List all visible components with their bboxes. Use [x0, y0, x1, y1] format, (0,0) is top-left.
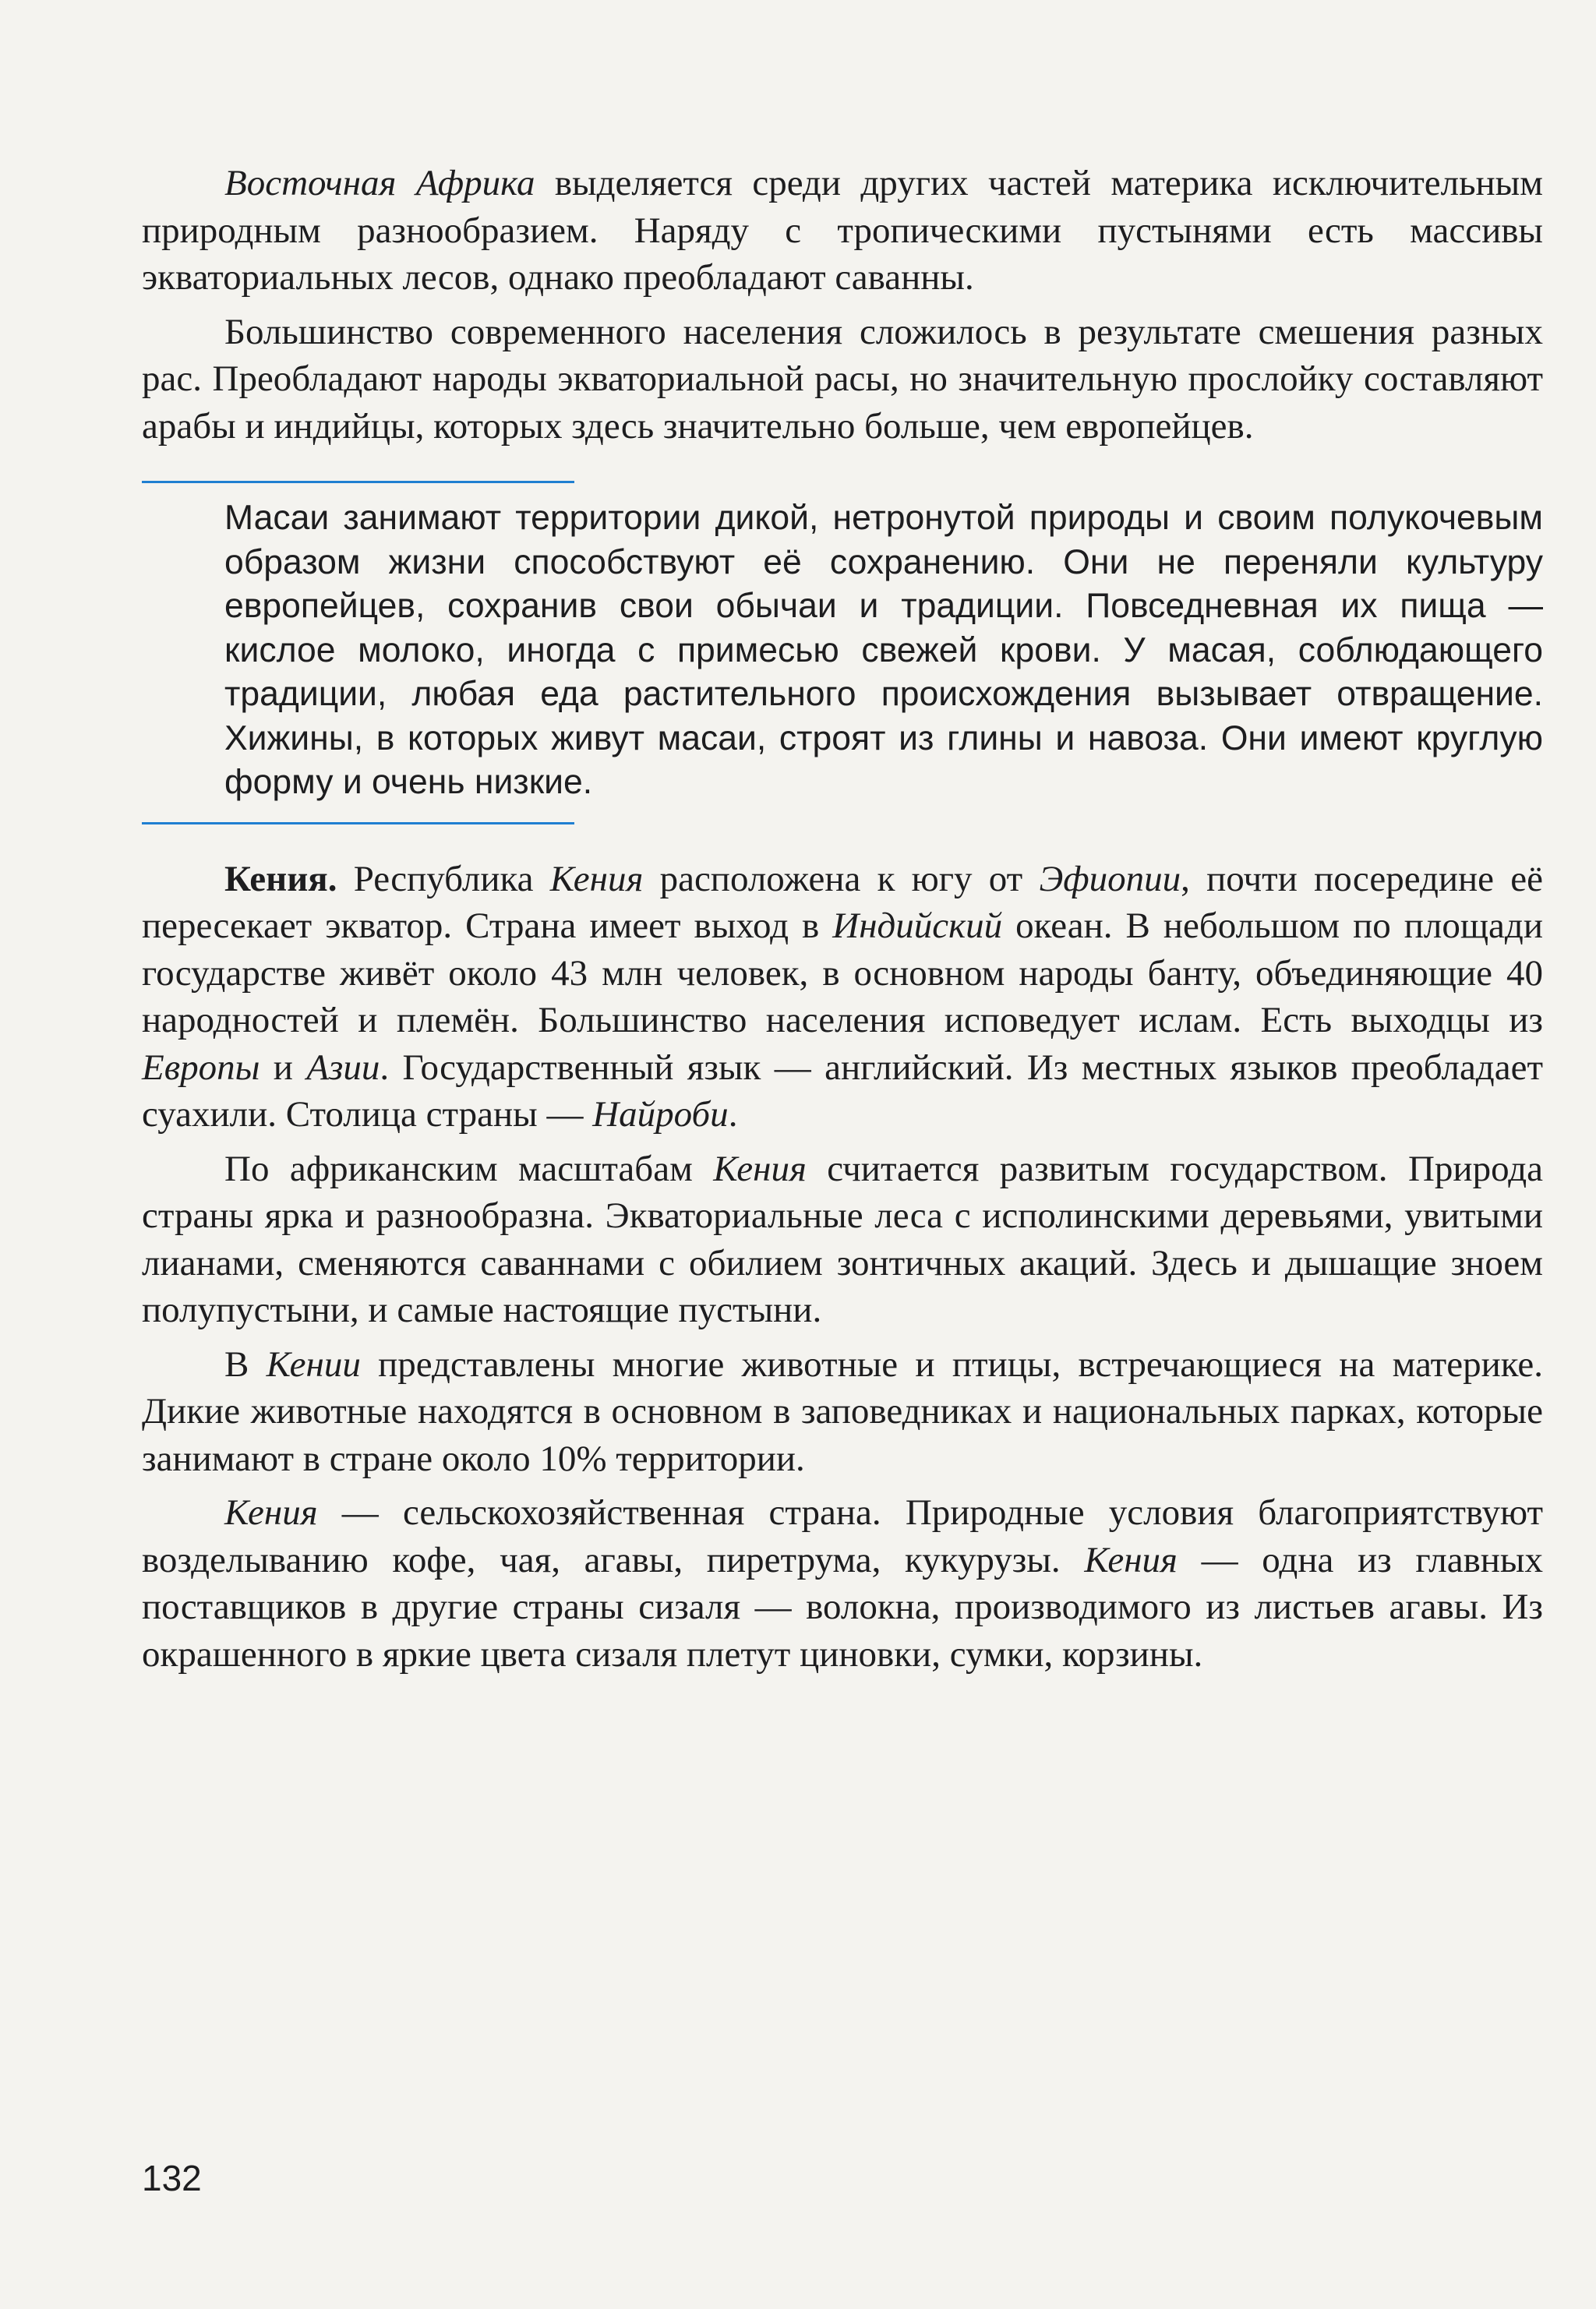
- text-run: , почти посередине её пересекает экватор. Страна имеет выход в: [142, 858, 1543, 946]
- text-run: — сельскохозяйственная страна. Природные условия благоприятствуют возделыванию кофе, чая, агавы, пиретрума, кукурузы.: [142, 1492, 1543, 1580]
- text-run: считается развитым государством. Природа страны ярка и разнообразна. Экваториальные леса с исполинскими деревьями, увитыми лианами, сменяются саваннами с обилием зонтичных акаций. Здесь и дышащие зноем полупустыни, и самые настоящие пустыни.: [142, 1148, 1543, 1330]
- italic-term: Азии: [306, 1047, 380, 1088]
- text-run: океан. В небольшом по площади государстве живёт около 43 млн человек, в основном народы банту, объединяющие 40 народностей и племён. Большинство населения исповедует ислам. Есть выходцы из: [142, 906, 1543, 1040]
- page-content: [142, 160, 1543, 1678]
- italic-term: Кении: [266, 1343, 361, 1385]
- italic-term: Кения: [549, 858, 644, 899]
- italic-term: Эфиопии: [1039, 858, 1181, 899]
- paragraph-kenya-intro: [142, 856, 1543, 1139]
- text-run: . Государственный язык — английский. Из местных языков преобладает суахили. Столица страны —: [142, 1047, 1543, 1135]
- paragraph-population: [142, 309, 1543, 450]
- text-run: и: [260, 1047, 307, 1088]
- italic-term: Индийский: [832, 906, 1003, 946]
- text-run: По африканским масштабам: [224, 1148, 714, 1189]
- text-run: представлены многие животные и птицы, встречающиеся на материке. Дикие животные находятся в основном в заповедниках и национальных парках, которые занимают в стране около 10% территории.: [142, 1343, 1543, 1479]
- italic-term: Кения: [1084, 1539, 1178, 1580]
- italic-term: Европы: [142, 1047, 260, 1088]
- masai-inset-block: [142, 481, 1543, 824]
- page-number: 132: [142, 2158, 202, 2198]
- text-run: .: [728, 1094, 738, 1135]
- text-run: В: [224, 1343, 267, 1385]
- text-run: Большинство современного населения сложилось в результате смешения разных рас. Преобладают народы экваториальной расы, но значительную прослойку составляют арабы и индийцы, которых здесь значительно больше, чем европейцев.: [142, 311, 1543, 447]
- text-run: выделяется среди других частей материка исключительным природным разнообразием. Наряду с тропическими пустынями есть массивы экваториальных лесов, однако преобладают саванны.: [142, 163, 1544, 298]
- paragraph-kenya-agriculture: [142, 1489, 1543, 1678]
- inset-bottom-rule: [142, 822, 574, 824]
- paragraph-east-africa: [142, 160, 1543, 302]
- italic-term: Найроби: [592, 1094, 729, 1135]
- italic-term: Восточная Африка: [224, 163, 535, 203]
- text-run: — одна из главных поставщиков в другие страны сизаля — волокна, производимого из листьев агавы. Из окрашенного в яркие цвета сизаля плетут циновки, сумки, корзины.: [142, 1539, 1544, 1675]
- text-run: Масаи занимают территории дикой, нетронутой природы и своим полукочевым образом жизни способствуют её сохранению. Они не переняли культуру европейцев, сохранив свои обычаи и традиции. Повседневная их пища — кислое молоко, иногда с примесью свежей крови. У масая, соблюдающего традиции, любая еда растительного происхождения вызывает отвращение. Хижины, в которых живут масаи, строят из глины и навоза. Они имеют круглую форму и очень низкие.: [224, 499, 1543, 801]
- masai-inset-text: [224, 496, 1543, 805]
- text-run: Республика: [337, 858, 550, 899]
- paragraph-kenya-animals: [142, 1341, 1543, 1483]
- bold-heading: Кения.: [224, 858, 337, 899]
- italic-term: Кения: [713, 1148, 807, 1189]
- italic-term: Кения: [224, 1492, 318, 1533]
- inset-top-rule: [142, 481, 574, 483]
- text-run: расположена к югу от: [643, 858, 1040, 899]
- paragraph-kenya-nature: [142, 1146, 1543, 1334]
